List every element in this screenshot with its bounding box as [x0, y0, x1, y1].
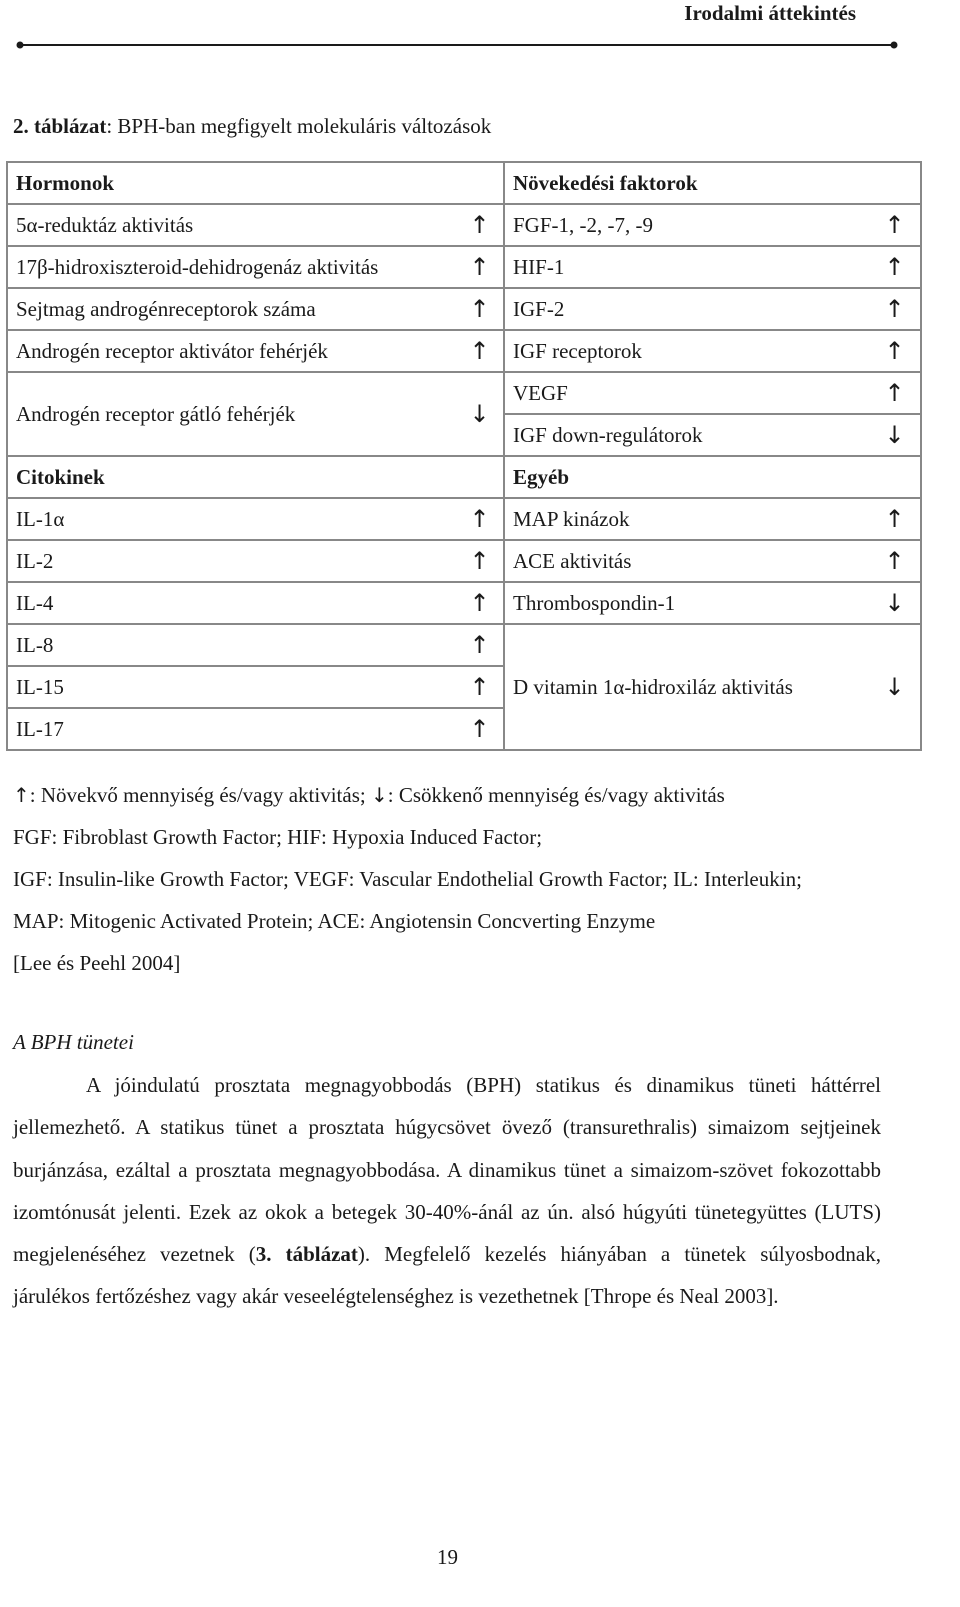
arrow-cell: [869, 582, 921, 624]
abbreviation-line: IGF: Insulin-like Growth Factor; VEGF: Vascular Endothelial Growth Factor; IL: Interleukin;: [13, 867, 802, 891]
arrow-cell: [869, 246, 921, 288]
table-cell: IGF down-regulátorok: [504, 414, 869, 456]
table-cell: Androgén receptor aktivátor fehérjék: [7, 330, 456, 372]
arrow-cell: [456, 498, 504, 540]
up-arrow-icon: ↑: [469, 504, 490, 533]
up-arrow-icon: ↑: [469, 630, 490, 659]
table-cell: IGF-2: [504, 288, 869, 330]
legend-up-text: : Növekvő mennyiség és/vagy aktivitás;: [29, 783, 366, 807]
table-cell: Androgén receptor gátló fehérjék: [7, 372, 456, 456]
arrow-cell: [869, 624, 921, 750]
empty-cell: [869, 456, 921, 498]
abbreviation-line: FGF: Fibroblast Growth Factor; HIF: Hypoxia Induced Factor;: [13, 825, 543, 849]
arrow-cell: [456, 330, 504, 372]
arrow-cell: [869, 204, 921, 246]
arrow-cell: [869, 498, 921, 540]
down-arrow-icon: ↓: [884, 588, 905, 617]
table-cell: D vitamin 1α-hidroxiláz aktivitás: [504, 624, 869, 750]
arrow-cell: [456, 246, 504, 288]
table-row: [7, 372, 921, 414]
growth-factors-heading: Növekedési faktorok: [504, 162, 869, 204]
table-row: [7, 582, 921, 624]
arrow-cell: [456, 582, 504, 624]
arrow-cell: [869, 330, 921, 372]
arrow-cell: [456, 666, 504, 708]
down-arrow-icon: ↓: [884, 420, 905, 449]
page-number: 19: [437, 1545, 458, 1569]
table-cell: ACE aktivitás: [504, 540, 869, 582]
molecular-changes-table: [6, 161, 922, 751]
up-arrow-icon: ↑: [469, 210, 490, 239]
table-row: [7, 456, 921, 498]
table-cell: IL-15: [7, 666, 456, 708]
table-cell: VEGF: [504, 372, 869, 414]
up-arrow-icon: ↑: [884, 252, 905, 281]
table-reference: [Lee és Peehl 2004]: [13, 951, 181, 975]
down-arrow-icon: ↓: [370, 783, 388, 807]
up-arrow-icon: ↑: [469, 588, 490, 617]
up-arrow-icon: ↑: [469, 672, 490, 701]
up-arrow-icon: ↑: [884, 336, 905, 365]
table-notes: [13, 774, 802, 984]
header-rule: [16, 41, 898, 45]
arrow-cell: [456, 624, 504, 666]
up-arrow-icon: ↑: [469, 294, 490, 323]
section-title: A BPH tünetei: [13, 1030, 134, 1054]
table-cell: FGF-1, -2, -7, -9: [504, 204, 869, 246]
empty-cell: [456, 162, 504, 204]
table-cell: Thrombospondin-1: [504, 582, 869, 624]
arrow-cell: [456, 540, 504, 582]
up-arrow-icon: ↑: [884, 378, 905, 407]
up-arrow-icon: ↑: [884, 294, 905, 323]
up-arrow-icon: ↑: [13, 783, 30, 807]
table-cell: IL-1α: [7, 498, 456, 540]
header-rule-line: [16, 41, 898, 49]
table-row: [7, 204, 921, 246]
arrow-cell: [456, 708, 504, 750]
arrow-cell: [456, 204, 504, 246]
running-header-title: Irodalmi áttekintés: [684, 1, 856, 25]
table-cell: Sejtmag androgénreceptorok száma: [7, 288, 456, 330]
table-cell: 17β-hidroxiszteroid-dehidrogenáz aktivitás: [7, 246, 456, 288]
up-arrow-icon: ↑: [884, 210, 905, 239]
table-caption-label: 2. táblázat: [13, 114, 107, 138]
legend-down-text: : Csökkenő mennyiség és/vagy aktivitás: [387, 783, 725, 807]
table-row: [7, 162, 921, 204]
table-cell: IGF receptorok: [504, 330, 869, 372]
body-paragraph: [13, 1064, 881, 1318]
table-row: [7, 246, 921, 288]
table-cell: 5α-reduktáz aktivitás: [7, 204, 456, 246]
arrow-cell: [869, 414, 921, 456]
up-arrow-icon: ↑: [469, 714, 490, 743]
table-row: [7, 288, 921, 330]
table-caption-text: : BPH-ban megfigyelt molekuláris változások: [106, 114, 492, 138]
arrow-cell: [869, 540, 921, 582]
arrow-cell: [869, 288, 921, 330]
abbreviation-line: MAP: Mitogenic Activated Protein; ACE: Angiotensin Concverting Enzyme: [13, 909, 656, 933]
legend-line: [13, 774, 802, 816]
cytokines-heading: Citokinek: [7, 456, 456, 498]
table-row: [7, 624, 921, 666]
arrow-cell: [456, 288, 504, 330]
down-arrow-icon: ↓: [884, 672, 905, 701]
table-row: [7, 330, 921, 372]
up-arrow-icon: ↑: [469, 252, 490, 281]
table-cell: IL-4: [7, 582, 456, 624]
paragraph-text: A jóindulatú prosztata megnagyobbodás (BPH) statikus és dinamikus tüneti háttérrel jellemezhető. A statikus tünet a prosztata húgycsövet övező (transurethralis) simaizom sejtjeinek burjánzása, ezáltal a prosztata megnagyobbodása. A dinamikus tünet a simaizom-szövet fokozottabb izomtónusát jelenti. Ezek az okok a betegek 30-40%-ánál az ún. alsó húgyúti tünetegyüttes (LUTS) megjelenéséhez vezetnek (: [13, 1073, 881, 1267]
paragraph-text: ). Megfelelő kezelés hiányában a tünetek súlyosbodnak, járulékos fertőzéshez vagy akár veseelégtelenséghez is vezethetnek [Thrope és Neal 2003].: [13, 1242, 881, 1309]
table-row: [7, 498, 921, 540]
empty-cell: [869, 162, 921, 204]
table-cross-reference: 3. táblázat: [255, 1242, 358, 1267]
arrow-cell: [869, 372, 921, 414]
up-arrow-icon: ↑: [884, 504, 905, 533]
table-cell: IL-2: [7, 540, 456, 582]
up-arrow-icon: ↑: [469, 546, 490, 575]
table-cell: MAP kinázok: [504, 498, 869, 540]
table-cell: IL-8: [7, 624, 456, 666]
up-arrow-icon: ↑: [469, 336, 490, 365]
up-arrow-icon: ↑: [884, 546, 905, 575]
down-arrow-icon: ↓: [469, 399, 490, 428]
table-row: [7, 540, 921, 582]
table-cell: HIF-1: [504, 246, 869, 288]
arrow-cell: [456, 372, 504, 456]
other-heading: Egyéb: [504, 456, 869, 498]
table-cell: IL-17: [7, 708, 456, 750]
hormones-heading: Hormonok: [7, 162, 456, 204]
table-caption: [13, 112, 491, 140]
empty-cell: [456, 456, 504, 498]
